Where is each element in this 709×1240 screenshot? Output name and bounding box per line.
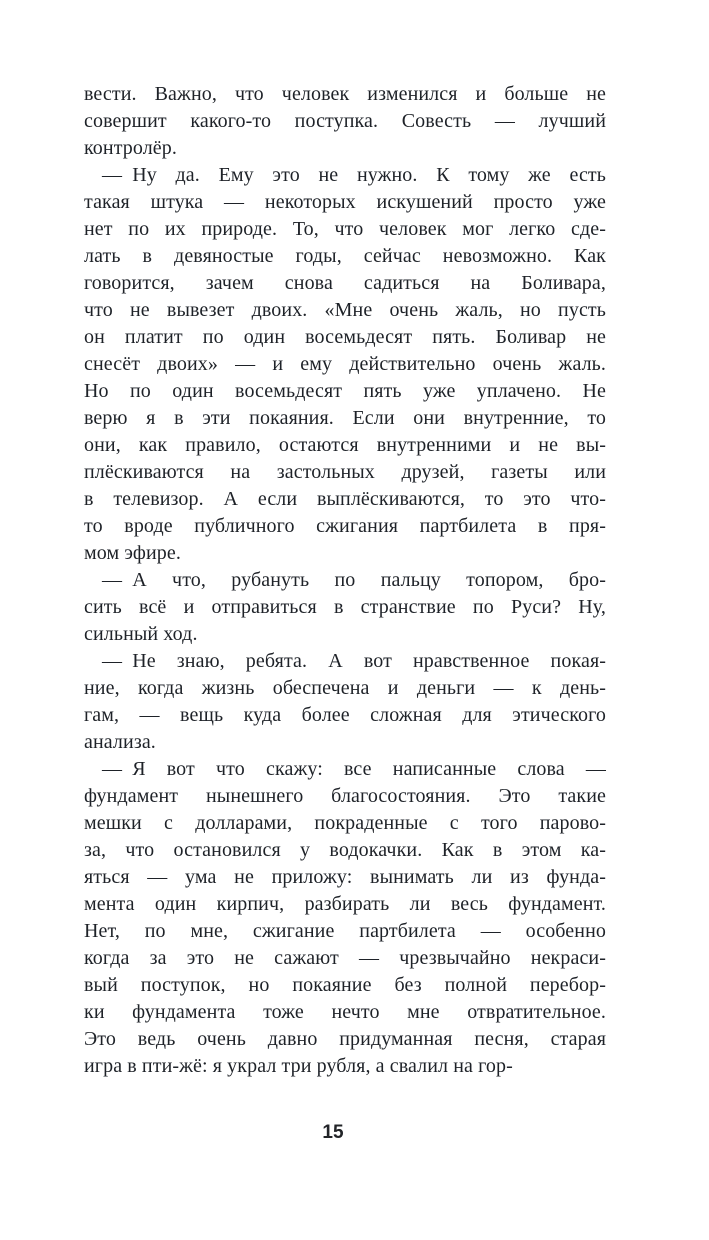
paragraph (84, 756, 606, 945)
text-line: гам, — вещь куда более сложная для этического (84, 704, 606, 726)
text-line: говорится, зачем снова садиться на Боливара, (84, 272, 606, 294)
text-line: что не вывезет двоих. «Мне очень жаль, но пусть (84, 299, 606, 321)
text-line: Это ведь очень давно придуманная песня, старая (84, 1028, 606, 1050)
text-line: мента один кирпич, разбирать ли весь фундамент. (84, 893, 606, 915)
paragraph (84, 81, 606, 162)
paragraph (84, 567, 606, 648)
text-line: верю я в эти покаяния. Если они внутренние, то (84, 407, 606, 429)
text-line: ки фундамента тоже нечто мне отвратительное. (84, 1001, 606, 1023)
paragraph (84, 162, 606, 567)
text-line: нет по их природе. То, что человек мог легко сде- (84, 218, 606, 240)
text-line: фундамент нынешнего благосостояния. Это такие (84, 785, 606, 807)
text-line: контролёр. (84, 137, 177, 159)
text-line: сить всё и отправиться в странствие по Руси? Ну, (84, 596, 606, 618)
text-line: — Не знаю, ребята. А вот нравственное покая- (102, 650, 606, 672)
text-line: за, что остановился у водокачки. Как в этом ка- (84, 839, 606, 861)
text-line: — Я вот что скажу: все написанные слова — (102, 758, 606, 780)
text-line: мом эфире. (84, 542, 181, 564)
page-number: 15 (322, 1122, 344, 1143)
text-line: в телевизор. А если выплёскиваются, то это что- (84, 488, 606, 510)
text-line: Нет, по мне, сжигание партбилета — особенно (84, 920, 606, 942)
text-line: вый поступок, но покаяние без полной перебор- (84, 974, 606, 996)
text-line: они, как правило, остаются внутренними и не вы- (84, 434, 606, 456)
text-column (84, 81, 606, 1080)
text-line: анализа. (84, 731, 156, 753)
text-line: игра в пти-жё: я украл три рубля, а свалил на гор- (84, 1055, 513, 1077)
text-line: вести. Важно, что человек изменился и больше не (84, 83, 606, 105)
text-line: — Ну да. Ему это не нужно. К тому же есть (102, 164, 606, 186)
text-line: плёскиваются на застольных друзей, газеты или (84, 461, 606, 483)
text-line: снесёт двоих» — и ему действительно очень жаль. (84, 353, 606, 375)
text-line: сильный ход. (84, 623, 198, 645)
text-line: то вроде публичного сжигания партбилета в пря- (84, 515, 606, 537)
text-line: такая штука — некоторых искушений просто уже (84, 191, 606, 213)
text-line: когда за это не сажают — чрезвычайно некраси- (84, 947, 606, 969)
text-line: мешки с долларами, покраденные с того парово- (84, 812, 606, 834)
paragraph (84, 945, 606, 1080)
text-line: лать в девяностые годы, сейчас невозможно. Как (84, 245, 606, 267)
text-line: яться — ума не приложу: вынимать ли из фунда- (84, 866, 606, 888)
text-line: — А что, рубануть по пальцу топором, бро- (102, 569, 606, 591)
text-line: ние, когда жизнь обеспечена и деньги — к день- (84, 677, 606, 699)
text-line: совершит какого-то поступка. Совесть — лучший (84, 110, 606, 132)
paragraph (84, 648, 606, 756)
text-line: он платит по один восемьдесят пять. Боливар не (84, 326, 606, 348)
text-line: Но по один восемьдесят пять уже уплачено. Не (84, 380, 606, 402)
